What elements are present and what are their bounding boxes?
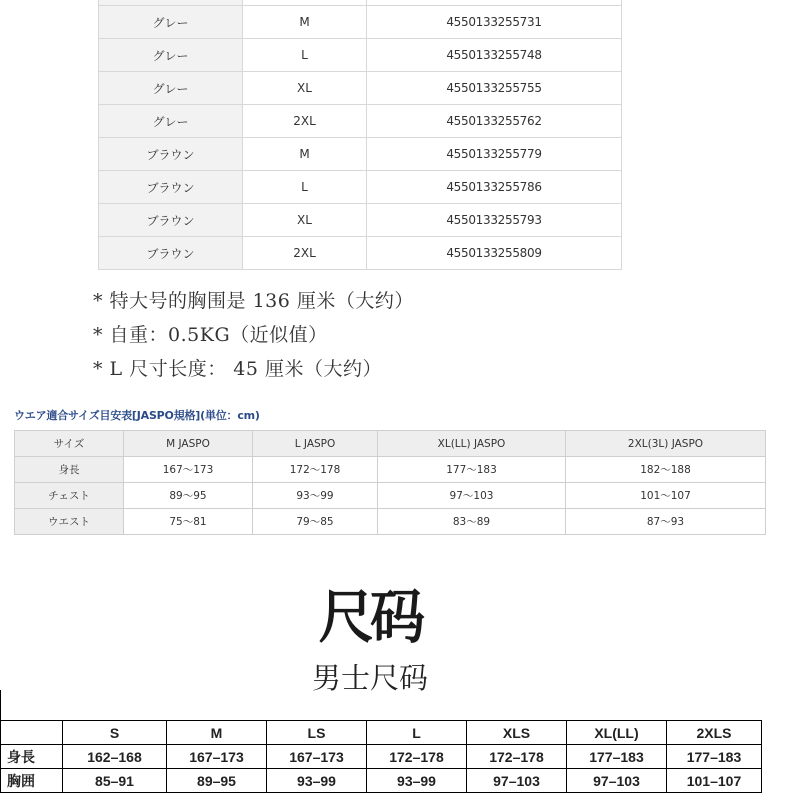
size-cell: XL (243, 204, 367, 237)
header-cell: L (367, 721, 467, 745)
jaspo-table-title: ウエア適合サイズ目安表[JASPO規格](単位：cm) (14, 409, 260, 422)
color-cell: グレー (99, 39, 243, 72)
row-header: ウエスト (15, 509, 124, 535)
row-header: 身長 (1, 745, 63, 769)
size-cell: L (243, 171, 367, 204)
header-cell: サイズ (15, 431, 124, 457)
table-row (99, 138, 622, 171)
size-heading: 尺码 (318, 583, 422, 651)
mens-size-table (0, 720, 762, 793)
note-weight: * 自重：0.5KG（近似值） (93, 324, 328, 346)
header-cell: XL(LL) (567, 721, 667, 745)
table-row (15, 457, 766, 483)
table-cell: 85–91 (63, 769, 167, 793)
table-cell: 93〜99 (253, 483, 378, 509)
table-cell: 182〜188 (566, 457, 766, 483)
table-row (99, 237, 622, 270)
table-cell: 177〜183 (378, 457, 566, 483)
header-cell (1, 721, 63, 745)
table-header-row (15, 431, 766, 457)
header-cell: 2XLS (667, 721, 762, 745)
table-cell: 83〜89 (378, 509, 566, 535)
table-cell: 101〜107 (566, 483, 766, 509)
table-row (99, 72, 622, 105)
table-cell: 79〜85 (253, 509, 378, 535)
table-cell: 162–168 (63, 745, 167, 769)
header-cell: L JASPO (253, 431, 378, 457)
table-cell: 177–183 (567, 745, 667, 769)
header-cell: 2XL(3L) JASPO (566, 431, 766, 457)
table-cell: 89–95 (167, 769, 267, 793)
size-cell: L (243, 39, 367, 72)
size-cell: 2XL (243, 237, 367, 270)
header-cell: XL(LL) JASPO (378, 431, 566, 457)
size-cell: M (243, 6, 367, 39)
row-header: 胸囲 (1, 769, 63, 793)
table-cell: 75〜81 (124, 509, 253, 535)
product-notes (93, 286, 414, 388)
row-header: チェスト (15, 483, 124, 509)
table-cell: 87〜93 (566, 509, 766, 535)
jan-code-cell: 4550133255762 (367, 105, 622, 138)
table-cell: 172–178 (367, 745, 467, 769)
header-cell: XLS (467, 721, 567, 745)
jan-code-cell: 4550133255779 (367, 138, 622, 171)
table-cell: 172–178 (467, 745, 567, 769)
color-cell: ブラウン (99, 237, 243, 270)
color-cell: ブラウン (99, 138, 243, 171)
header-cell: M JASPO (124, 431, 253, 457)
color-cell: グレー (99, 72, 243, 105)
header-cell: LS (267, 721, 367, 745)
divider (0, 690, 1, 720)
table-cell: 167–173 (167, 745, 267, 769)
row-header: 身長 (15, 457, 124, 483)
jan-code-cell: 4550133255793 (367, 204, 622, 237)
table-header-row (1, 721, 762, 745)
size-cell: M (243, 138, 367, 171)
jaspo-size-table (14, 430, 766, 535)
jan-code-cell: 4550133255786 (367, 171, 622, 204)
table-cell: 101–107 (667, 769, 762, 793)
table-cell: 89〜95 (124, 483, 253, 509)
size-cell: XL (243, 72, 367, 105)
table-row (15, 509, 766, 535)
color-cell: ブラウン (99, 204, 243, 237)
table-cell: 167–173 (267, 745, 367, 769)
jan-code-cell: 4550133255809 (367, 237, 622, 270)
table-row (99, 105, 622, 138)
table-cell: 97–103 (467, 769, 567, 793)
mens-size-subheading: 男士尺码 (311, 661, 428, 695)
table-cell: 167〜173 (124, 457, 253, 483)
note-size-chest: * 特大号的胸围是 136 厘米（大约） (93, 290, 414, 312)
table-row (15, 483, 766, 509)
jan-code-cell: 4550133255731 (367, 6, 622, 39)
table-cell: 177–183 (667, 745, 762, 769)
table-cell: 97–103 (567, 769, 667, 793)
table-row (99, 6, 622, 39)
table-cell: 93–99 (267, 769, 367, 793)
table-row (1, 769, 762, 793)
table-row (99, 39, 622, 72)
jan-code-cell: 4550133255748 (367, 39, 622, 72)
header-cell: M (167, 721, 267, 745)
table-cell: 172〜178 (253, 457, 378, 483)
table-cell: 93–99 (367, 769, 467, 793)
color-cell: グレー (99, 105, 243, 138)
header-cell: S (63, 721, 167, 745)
table-row (99, 204, 622, 237)
color-cell: ブラウン (99, 171, 243, 204)
color-cell: グレー (99, 6, 243, 39)
table-cell: 97〜103 (378, 483, 566, 509)
note-length: * L 尺寸长度： 45 厘米（大约） (93, 358, 382, 380)
table-row (99, 171, 622, 204)
jan-code-cell: 4550133255755 (367, 72, 622, 105)
jan-code-table (98, 0, 622, 270)
table-row (1, 745, 762, 769)
size-cell: 2XL (243, 105, 367, 138)
